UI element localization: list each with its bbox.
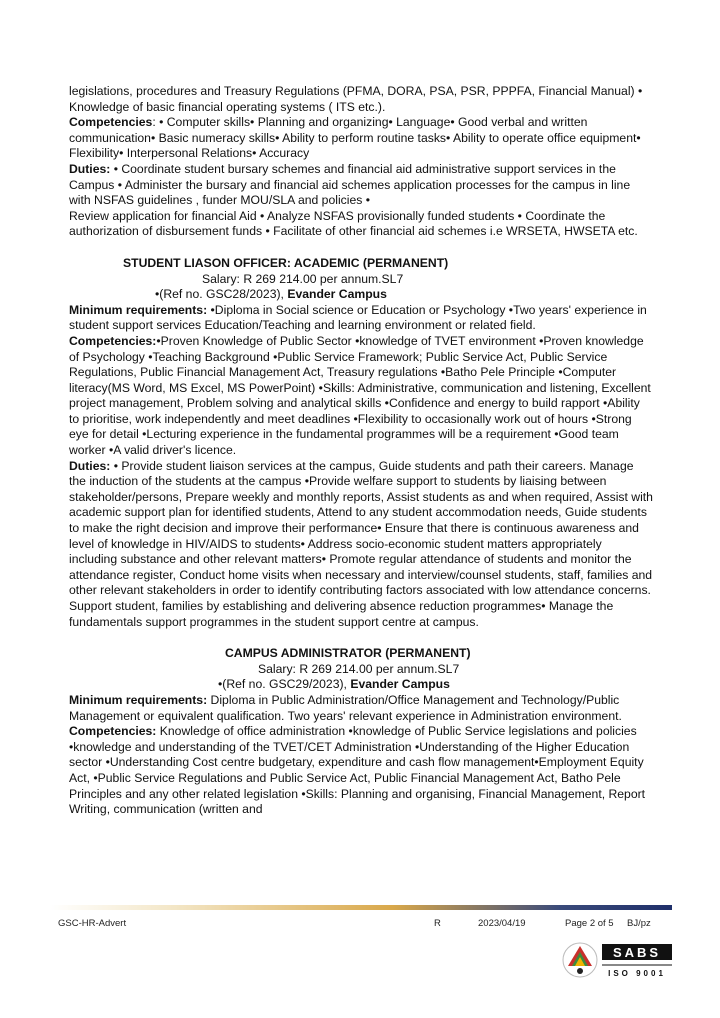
competencies-label: Competencies:: [69, 724, 157, 739]
post1-competencies: [69, 334, 653, 459]
min-req-text: Diploma in Public Administration/Office Management and Technology/Public Management or equivalent qualification. Two years' relevant experience in Administration environment.: [69, 692, 622, 723]
post1-salary: Salary: R 269 214.00 per annum.SL7: [202, 271, 404, 286]
duties-text: • Provide student liaison services at the campus, Guide students and path their careers. Manage the induction of the students at the campus •Provide welfare support to students by liaising between stakeholder/persons, Prepare weekly and monthly reports, Assist students as and when required, Assist with academic support plan for identified students, Attend to any student accommodation needs, Guide students to make the right decision and improve their performance• Ensure that there is continuous awareness and level of knowledge in HIV/AIDS to students• Address socio-economic student matters appropriately including substance and other relevant matters• Promote regular attendance of students and monitor the attendance register, Conduct home visits when necessary and interview/counsel students, staff, families and other relevant stakeholders in order to identify contributing factors associated with low attendance concerns. Support student, families by establishing and delivering absence reduction programmes• Manage the fundamentals support programmes in the student support centre at campus.: [69, 458, 653, 629]
intro-competencies: [69, 115, 653, 162]
document-body: [69, 84, 653, 818]
post2-title: CAMPUS ADMINISTRATOR (PERMANENT): [225, 646, 471, 661]
intro-duties: [69, 162, 653, 209]
post2-competencies: [69, 724, 653, 818]
post2-salary: Salary: R 269 214.00 per annum.SL7: [258, 661, 460, 676]
footer-date: 2023/04/19: [478, 918, 526, 929]
post1-ref: [69, 287, 653, 303]
sabs-logo-subtext: ISO 9001: [608, 969, 666, 978]
post1-ref-number: •(Ref no. GSC28/2023),: [155, 287, 288, 302]
min-req-text: •Diploma in Social science or Education or Psychology •Two years' experience in student support services Education/Teaching and learning environment or related field.: [69, 302, 647, 333]
post1-duties: [69, 459, 653, 631]
intro-duties-cont: [69, 209, 653, 240]
duties-text-cont: Review application for financial Aid • Analyze NSFAS provisionally funded students • Coordinate the authorization of disbursement funds • Facilitate of other financial aid schemes i.e WRSETA, HWSETA etc.: [69, 208, 638, 239]
footer-divider: [50, 905, 672, 910]
sabs-logo: [560, 938, 678, 986]
post1-title: STUDENT LIASON OFFICER: ACADEMIC (PERMANENT): [123, 255, 449, 270]
footer-doc-code: GSC-HR-Advert: [58, 918, 127, 929]
sabs-emblem-icon: [563, 943, 597, 977]
competencies-text: Knowledge of office administration •knowledge of Public Service legislations and policies •knowledge and understanding of the TVET/CET Administration •Understanding of the Higher Education sector •Understanding Cost centre budgetary, expenditure and cash flow management•Employment Equity Act, •Public Service Regulations and Public Service Act, Public Financial Management Act, Batho Pele Principles and any other related legislation •Skills: Planning and organising, Financial Management, Report Writing, communication (written and: [69, 724, 646, 817]
sabs-logo-text: SABS: [612, 945, 662, 960]
min-req-label: Minimum requirements:: [69, 692, 208, 707]
duties-label: Duties:: [69, 161, 111, 176]
competencies-label: Competencies:: [69, 333, 157, 348]
post2-ref: [69, 677, 653, 693]
footer-initials: BJ/pz: [627, 918, 651, 929]
intro-line: legislations, procedures and Treasury Regulations (PFMA, DORA, PSA, PSR, PPPFA, Financial Manual) • Knowledge of basic financial operating systems ( ITS etc.).: [69, 84, 643, 114]
post1-min-req: [69, 303, 653, 334]
footer-revision: R: [434, 918, 441, 929]
min-req-label: Minimum requirements:: [69, 302, 208, 317]
footer-page-number: Page 2 of 5: [565, 918, 614, 929]
competencies-text: •Proven Knowledge of Public Sector •knowledge of TVET environment •Proven knowledge of Psychology •Teaching Background •Public Service Framework; Public Service Act, Public Service Regulations, Public Financial Management Act, Treasury regulations •Batho Pele Principle •Computer literacy(MS Word, MS Excel, MS PowerPoint) •Skills: Administrative, communication and listening, Excellent project management, Problem solving and analytical skills •Confidence and energy to build rapport •Ability to prioritise, work independently and meet deadlines •Flexibility to occasionally work out of hours •Strong eye for detail •Lecturing experience in the fundamental programmes will be a requirement •Good team worker •A valid driver's licence.: [69, 333, 651, 458]
competencies-text: : • Computer skills• Planning and organizing• Language• Good verbal and written communication• Basic numeracy skills• Ability to perform routine tasks• Ability to operate office equipment• Flexibility• Interpersonal Relations• Accuracy: [69, 115, 641, 161]
duties-label: Duties:: [69, 458, 111, 473]
post2-min-req: [69, 693, 653, 724]
intro-paragraph: [69, 84, 653, 115]
duties-text: • Coordinate student bursary schemes and financial aid administrative support services in the Campus • Administer the bursary and financial aid schemes application processes for the campus in line with NSFAS guidelines , funder MOU/SLA and policies •: [69, 161, 631, 208]
post2-campus: Evander Campus: [350, 677, 450, 692]
post2-ref-number: •(Ref no. GSC29/2023),: [218, 677, 351, 692]
post1-campus: Evander Campus: [287, 287, 387, 302]
competencies-label: Competencies: [69, 115, 153, 130]
